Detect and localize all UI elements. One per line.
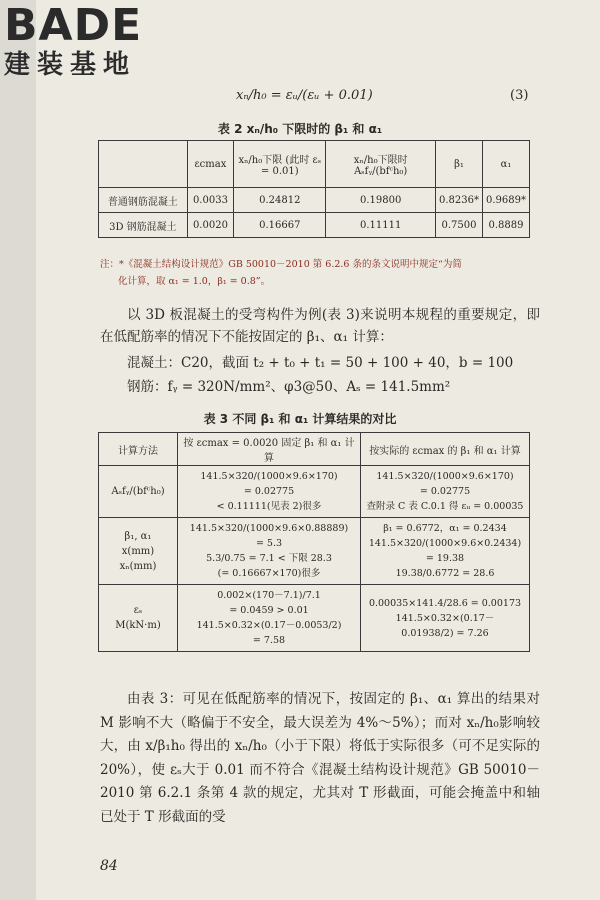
calc-line: 0.00035×141.4/28.6 = 0.00173 <box>368 597 522 609</box>
label-line: x(mm) <box>121 545 155 557</box>
table-row <box>99 213 530 238</box>
table-cell: 0.8236* <box>435 188 482 213</box>
table-row <box>99 188 530 213</box>
table-2-caption: 表 2 xₙ/h₀ 下限时的 β₁ 和 α₁ <box>217 122 383 136</box>
logo-subtitle: 建装基地 <box>4 50 137 80</box>
table-cell: 0.8889 <box>483 213 530 238</box>
table-cell: 0.11111 <box>326 213 436 238</box>
note-line: 化计算，取 α₁ = 1.0，β₁ = 0.8”。 <box>118 276 271 287</box>
table-cell <box>178 466 361 518</box>
logo-wordmark: BADE <box>4 0 143 51</box>
table-cell: 0.24812 <box>234 188 326 213</box>
table-3-caption: 表 3 不同 β₁ 和 α₁ 计算结果的对比 <box>203 412 397 426</box>
row-label: 3D 钢筋混凝土 <box>99 213 188 238</box>
header-cell: 按 εcmax = 0.0020 固定 β₁ 和 α₁ 计算 <box>178 433 361 466</box>
table-cell <box>361 585 530 652</box>
table-cell: 0.7500 <box>435 213 482 238</box>
row-label <box>99 466 178 518</box>
row-label <box>99 518 178 585</box>
table-row <box>99 585 530 652</box>
label-line: β₁, α₁ <box>124 530 152 542</box>
table-cell: 0.19800 <box>326 188 436 213</box>
steel-spec: 钢筋：fᵧ = 320N/mm²、φ3@50、Aₛ = 141.5mm² <box>127 379 451 395</box>
table-3-header-row <box>99 433 530 466</box>
body-paragraph-2: 由表 3：可见在低配筋率的情况下，按固定的 β₁、α₁ 算出的结果对 M 影响不大（略偏于不安全，最大误差为 4%～5%）；而对 xₙ/h₀影响较大，由 x/β₁h₀ 得出的 xₙ/h₀（小于下限）将低于实际很多（可不足实际的 20%），使 εₛ大于 0.01 而不符合《混凝土结构设计规范》GB 50010－2010 第 6.2.1 条第 4 款的规定，尤其对 T 形截面，可能会掩盖中和轴已处于 T 形截面的受 <box>100 691 540 825</box>
calc-line: 19.38/0.6772 = 28.6 <box>395 568 495 579</box>
table-row <box>99 518 530 585</box>
label-line: Aₛfᵧ/(bfᶜh₀) <box>111 486 165 497</box>
calc-line: = 19.38 <box>425 553 465 564</box>
calc-line: (= 0.16667×170)很多 <box>217 568 321 579</box>
header-cell <box>99 141 188 188</box>
calc-line: 141.5×0.32×(0.17－0.0053/2) <box>196 620 342 631</box>
calc-line: = 0.02775 <box>419 486 471 497</box>
label-line: εₛ <box>133 605 143 616</box>
row-label: 普通钢筋混凝土 <box>99 188 188 213</box>
calc-line: = 0.0459 > 0.01 <box>229 605 309 616</box>
page-number: 84 <box>100 858 118 874</box>
header-cell: α₁ <box>483 141 530 188</box>
calc-line: = 7.58 <box>252 635 286 646</box>
table-2 <box>98 140 530 238</box>
body-paragraph-1: 以 3D 板混凝土的受弯构件为例(表 3)来说明本规程的重要规定，即在低配筋率的情况下不能按固定的 β₁、α₁ 计算： <box>100 307 540 345</box>
calc-line: 141.5×320/(1000×9.6×170) <box>376 471 514 482</box>
table-2-header-row <box>99 141 530 188</box>
table-cell: 0.16667 <box>234 213 326 238</box>
table-cell: 0.9689* <box>483 188 530 213</box>
table-cell <box>178 585 361 652</box>
label-line: M(kN·m) <box>115 620 161 631</box>
header-cell: xₙ/h₀下限时 Aₛfᵧ/(bfᶜh₀) <box>326 141 436 188</box>
header-cell: xₙ/h₀下限 (此时 εₛ = 0.01) <box>234 141 326 188</box>
calc-line: 141.5×320/(1000×9.6×0.2434) <box>368 538 522 549</box>
bade-logo <box>4 2 142 80</box>
calc-line: = 0.02775 <box>243 486 295 497</box>
calc-line: 0.002×(170－7.1)/7.1 <box>217 590 321 601</box>
header-cell: εcmax <box>187 141 233 188</box>
calc-line: 5.3/0.75 = 7.1 < 下限 28.3 <box>206 553 332 564</box>
table-3 <box>98 432 530 652</box>
calc-line: 查附录 C 表 C.0.1 得 εᵤ = 0.00035 <box>366 501 524 512</box>
table-cell <box>361 518 530 585</box>
table-cell <box>178 518 361 585</box>
calc-line: β₁ = 0.6772，α₁ = 0.2434 <box>383 523 507 534</box>
table-cell: 0.0020 <box>187 213 233 238</box>
header-cell: β₁ <box>435 141 482 188</box>
table-2-note <box>100 256 540 290</box>
concrete-spec: 混凝土：C20，截面 t₂ + t₀ + t₁ = 50 + 100 + 40，b = 100 <box>127 355 514 371</box>
header-cell: 计算方法 <box>99 433 178 466</box>
formula-3: xₙ/h₀ = εᵤ/(εᵤ + 0.01) <box>236 88 373 103</box>
calc-line: 141.5×320/(1000×9.6×0.88889) <box>189 523 349 534</box>
calc-line: 141.5×0.32×(0.17－ <box>395 612 495 624</box>
table-cell <box>361 466 530 518</box>
note-line: 注：*《混凝土结构设计规范》GB 50010－2010 第 6.2.6 条的条文说明中规定“为简 <box>100 259 462 270</box>
calc-line: 141.5×320/(1000×9.6×170) <box>200 471 338 482</box>
table-cell: 0.0033 <box>187 188 233 213</box>
equation-number: (3) <box>510 88 529 103</box>
calc-line: < 0.11111(见表 2)很多 <box>216 501 322 512</box>
calc-line: 0.01938/2) = 7.26 <box>401 627 489 639</box>
calc-line: = 5.3 <box>255 538 283 549</box>
row-label <box>99 585 178 652</box>
label-line: xₙ(mm) <box>119 560 157 572</box>
table-row <box>99 466 530 518</box>
header-cell: 按实际的 εcmax 的 β₁ 和 α₁ 计算 <box>361 433 530 466</box>
